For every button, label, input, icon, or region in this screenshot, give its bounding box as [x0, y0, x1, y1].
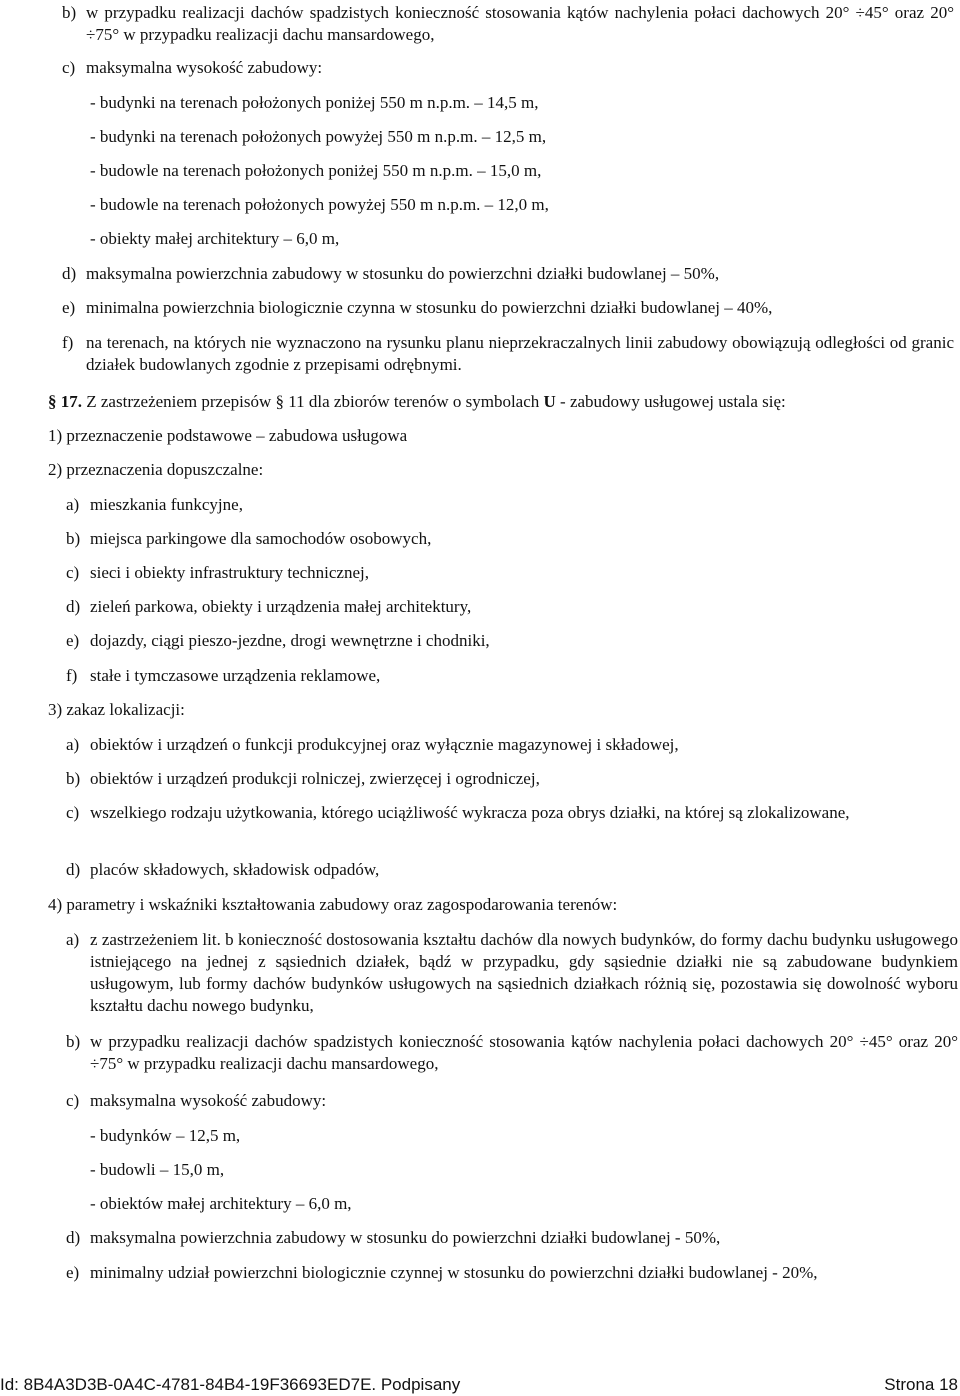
list-item [66, 1031, 958, 1075]
section-intro: Z zastrzeżeniem przepisów § 11 dla zbiorów terenów o symbolach [86, 392, 544, 411]
height-line: - budynków – 12,5 m, [90, 1126, 241, 1145]
item-text: wszelkiego rodzaju użytkowania, którego uciążliwość wykracza poza obrys działki, na której są zlokalizowane, [90, 803, 850, 822]
item-text: maksymalna powierzchnia zabudowy w stosunku do powierzchni działki budowlanej – 50%, [86, 264, 720, 283]
item-text: na terenach, na których nie wyznaczono na rysunku planu nieprzekraczalnych linii zabudowy obowiązują odległości od granic działek budowlanych zgodnie z przepisami odrębnymi. [86, 333, 954, 374]
item-text: minimalny udział powierzchni biologicznie czynnej w stosunku do powierzchni działki budowlanej - 20%, [90, 1263, 818, 1282]
zone-symbol: U [543, 392, 556, 411]
item-label: d) [66, 597, 81, 616]
section-intro-end: - zabudowy usługowej ustala się: [555, 392, 786, 411]
list-item [66, 665, 958, 687]
height-line: - budynki na terenach położonych powyżej 550 m n.p.m. – 12,5 m, [90, 127, 547, 146]
item-text: maksymalna wysokość zabudowy: [86, 58, 323, 77]
item-text: dojazdy, ciągi pieszo-jezdne, drogi wewnętrzne i chodniki, [90, 631, 490, 650]
item-text: minimalna powierzchnia biologicznie czynna w stosunku do powierzchni działki budowlanej – 40%, [86, 298, 773, 317]
point-3: 3) zakaz lokalizacji: [48, 700, 185, 719]
section-17-heading [48, 391, 786, 413]
document-id: Id: 8B4A3D3B-0A4C-4781-84B4-19F36693ED7E. Podpisany [0, 1375, 461, 1394]
item-label: b) [62, 3, 77, 22]
point-1: 1) przeznaczenie podstawowe – zabudowa usługowa [48, 426, 408, 445]
item-text: mieszkania funkcyjne, [90, 495, 243, 514]
list-item-f [62, 332, 954, 376]
item-text: maksymalna powierzchnia zabudowy w stosunku do powierzchni działki budowlanej - 50%, [90, 1228, 721, 1247]
page-number: Strona 18 [884, 1375, 958, 1394]
height-line: - budowle na terenach położonych poniżej 550 m n.p.m. – 15,0 m, [90, 161, 542, 180]
point-2: 2) przeznaczenia dopuszczalne: [48, 460, 264, 479]
list-item-c [62, 57, 954, 79]
list-item [66, 1090, 958, 1112]
list-item-e [62, 297, 954, 319]
point-4: 4) parametry i wskaźniki kształtowania zabudowy oraz zagospodarowania terenów: [48, 895, 618, 914]
list-item [66, 1227, 958, 1249]
item-label: c) [66, 563, 80, 582]
item-text: stałe i tymczasowe urządzenia reklamowe, [90, 666, 381, 685]
item-label: a) [66, 735, 80, 754]
item-text: maksymalna wysokość zabudowy: [90, 1091, 327, 1110]
item-text: sieci i obiekty infrastruktury technicznej, [90, 563, 369, 582]
list-item-d [62, 263, 954, 285]
height-line: - budynki na terenach położonych poniżej 550 m n.p.m. – 14,5 m, [90, 93, 539, 112]
list-item [66, 802, 958, 824]
item-text: obiektów i urządzeń produkcji rolniczej, zwierzęcej i ogrodniczej, [90, 769, 540, 788]
list-item [66, 859, 958, 881]
list-item-b [62, 2, 954, 46]
item-label: c) [66, 803, 80, 822]
item-label: e) [66, 1263, 80, 1282]
item-label: d) [66, 860, 81, 879]
list-item [66, 562, 958, 584]
item-label: f) [66, 666, 78, 685]
item-label: c) [66, 1091, 80, 1110]
list-item [66, 1262, 958, 1284]
item-text: miejsca parkingowe dla samochodów osobowych, [90, 529, 432, 548]
item-label: d) [66, 1228, 81, 1247]
item-label: e) [62, 298, 76, 317]
list-item [66, 528, 958, 550]
item-label: a) [66, 930, 80, 949]
item-label: b) [66, 1032, 81, 1051]
item-text: zieleń parkowa, obiekty i urządzenia małej architektury, [90, 597, 472, 616]
item-text: z zastrzeżeniem lit. b konieczność dostosowania kształtu dachów dla nowych budynków, do formy dachu budynku usługowego istniejącego na jednej z sąsiednich działek, bądź w przypadku, gdy sąsiednie działki nie są zabudowane budynkiem usługowym, lub formy dachów budynków usługowych na sąsiednich działkach różnią się, pozostawia się dowolność wyboru kształtu dachu nowego budynku, [90, 930, 958, 1015]
list-item [66, 768, 958, 790]
item-text: w przypadku realizacji dachów spadzistych konieczność stosowania kątów nachylenia połaci dachowych 20° ÷45° oraz 20° ÷75° w przypadku realizacji dachu mansardowego, [86, 3, 954, 44]
item-label: e) [66, 631, 80, 650]
list-item [66, 630, 958, 652]
item-label: b) [66, 529, 81, 548]
item-label: d) [62, 264, 77, 283]
list-item [66, 494, 958, 516]
height-line: - obiektów małej architektury – 6,0 m, [90, 1194, 352, 1213]
item-label: a) [66, 495, 80, 514]
item-label: b) [66, 769, 81, 788]
item-text: obiektów i urządzeń o funkcji produkcyjnej oraz wyłącznie magazynowej i składowej, [90, 735, 679, 754]
height-line: - budowle na terenach położonych powyżej 550 m n.p.m. – 12,0 m, [90, 195, 549, 214]
height-line: - budowli – 15,0 m, [90, 1160, 225, 1179]
list-item [66, 734, 958, 756]
list-item [66, 929, 958, 1017]
height-line: - obiekty małej architektury – 6,0 m, [90, 229, 340, 248]
item-label: c) [62, 58, 76, 77]
item-label: f) [62, 333, 74, 352]
list-item [66, 596, 958, 618]
section-number: § 17. [48, 392, 82, 411]
item-text: placów składowych, składowisk odpadów, [90, 860, 380, 879]
item-text: w przypadku realizacji dachów spadzistych konieczność stosowania kątów nachylenia połaci dachowych 20° ÷45° oraz 20° ÷75° w przypadku realizacji dachu mansardowego, [90, 1032, 958, 1073]
